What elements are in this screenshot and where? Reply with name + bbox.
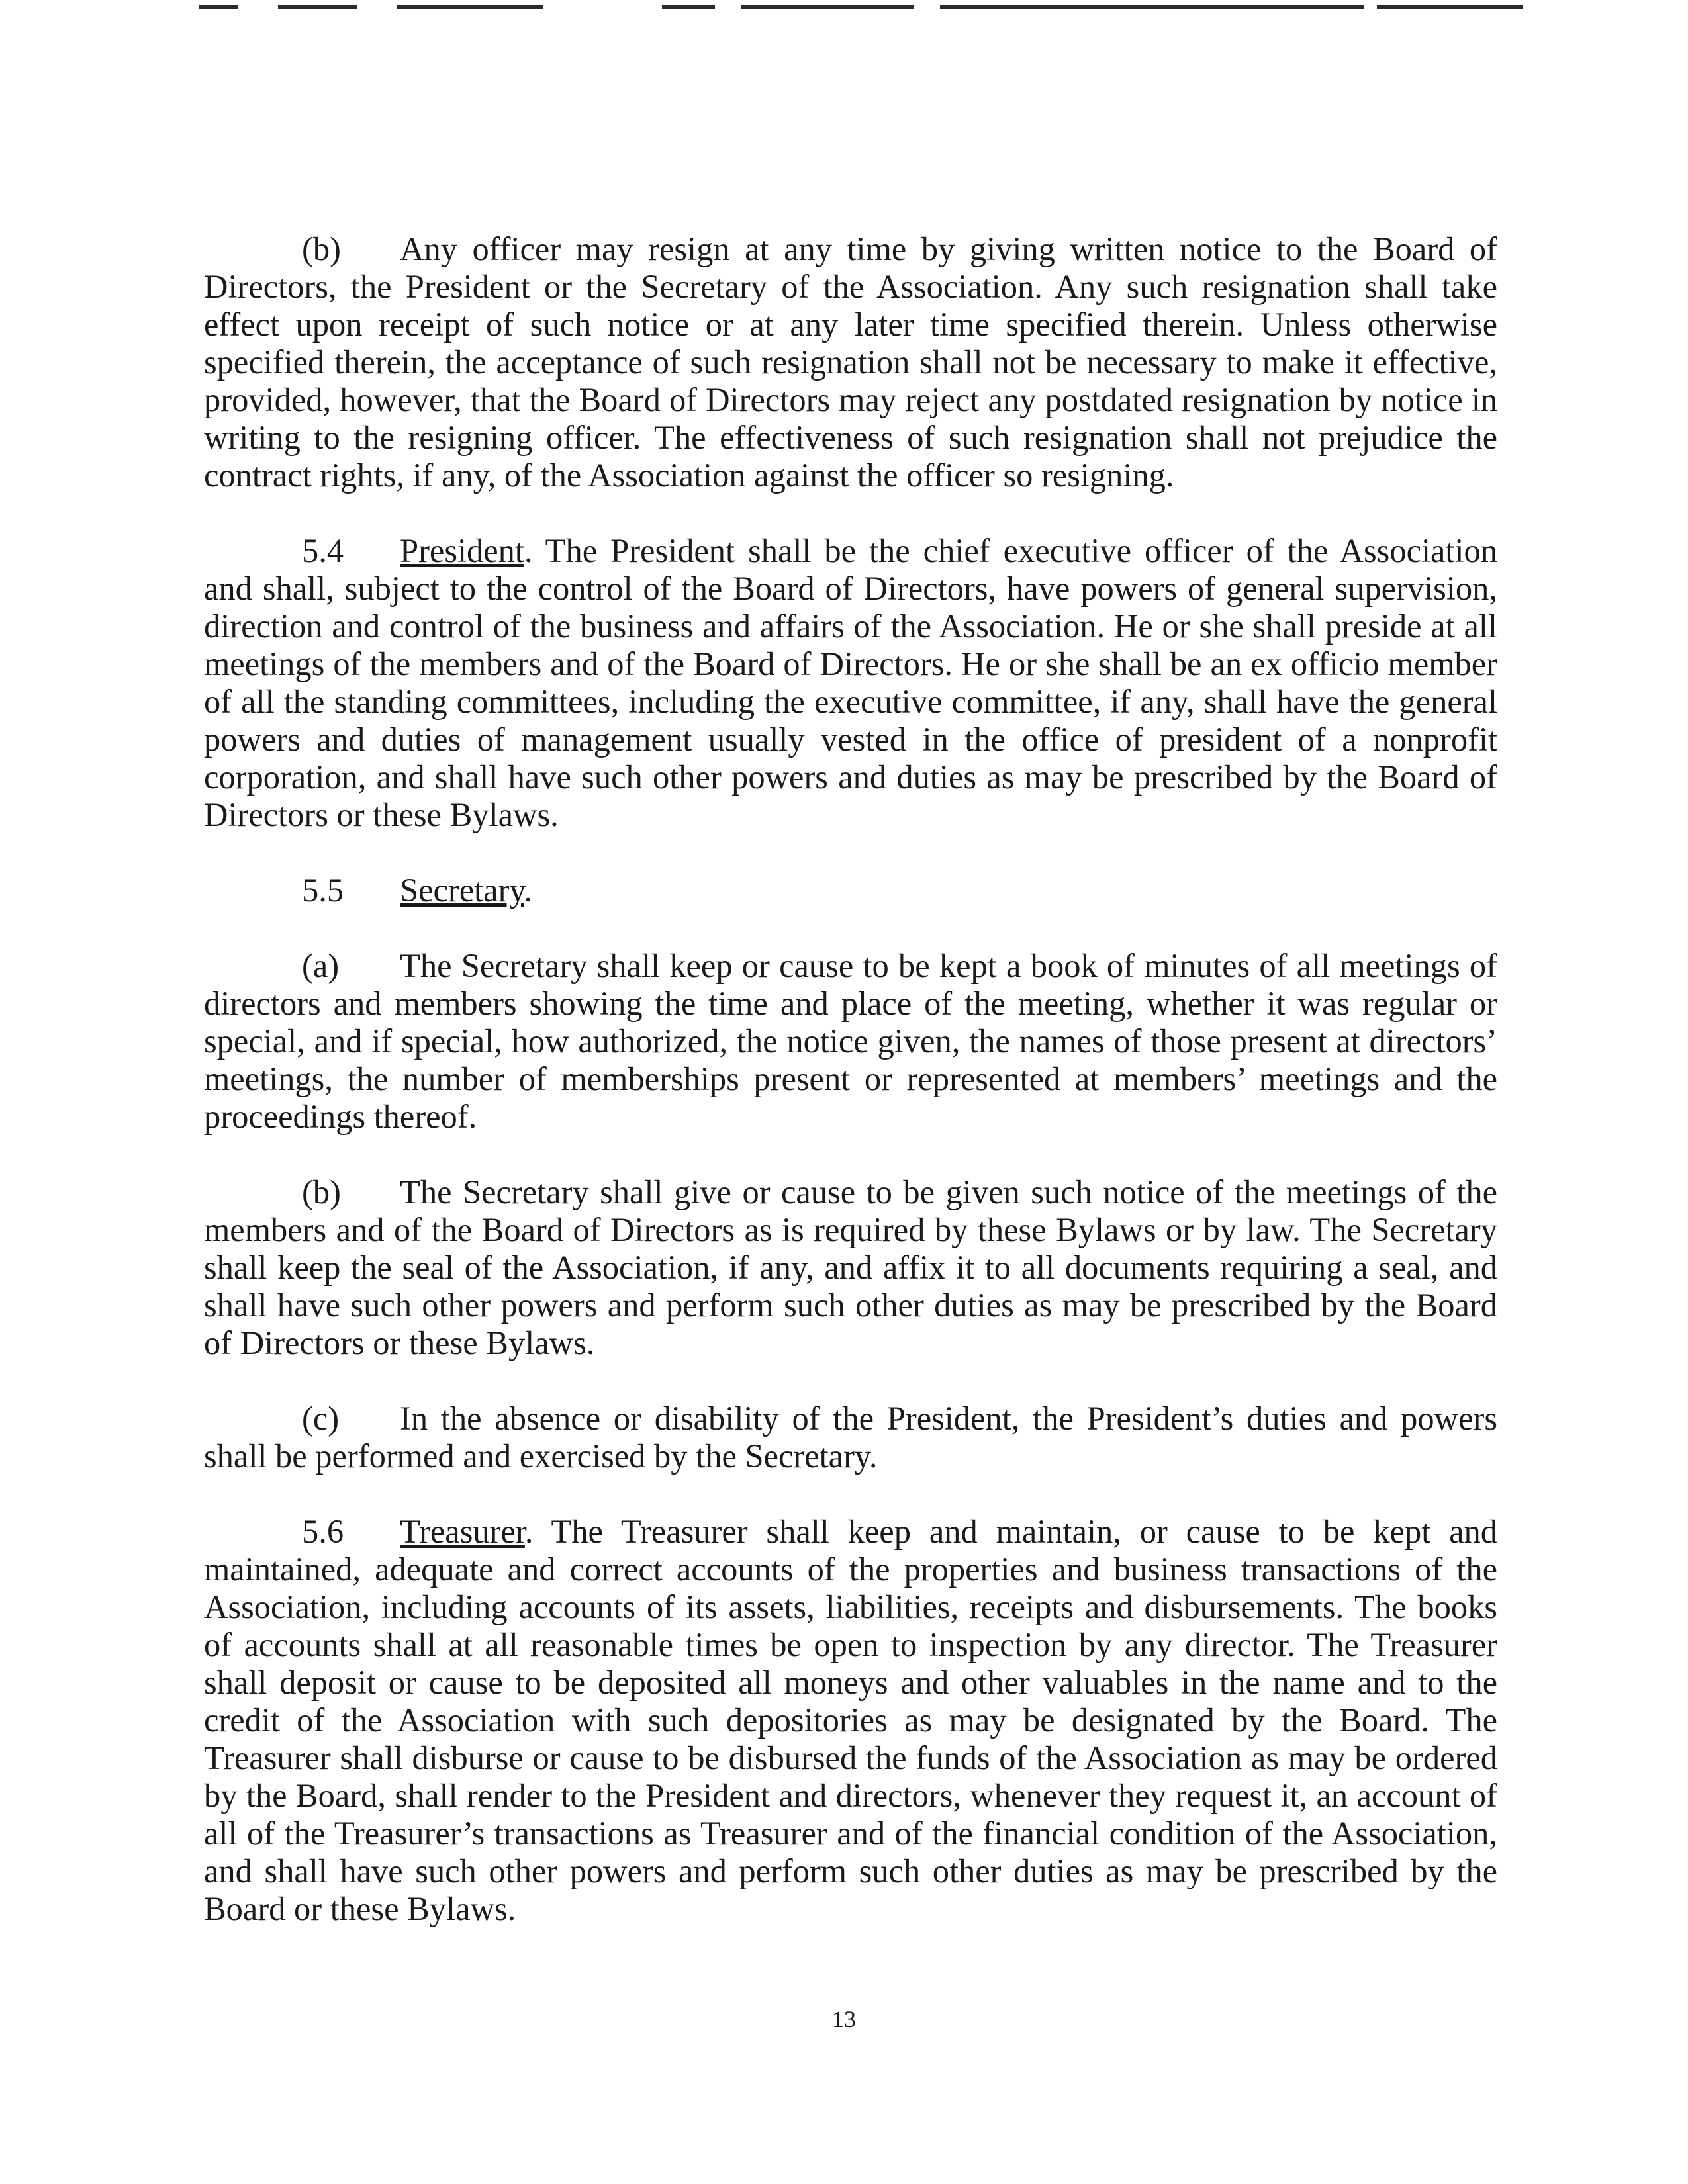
subsection-label: (b) <box>302 1173 341 1210</box>
paragraph-text: The Secretary shall give or cause to be given such notice of the meetings of the members and of the Board of Directors as is required by these Bylaws or by law. The Secretary shall keep the seal of the Association, if any, and affix it to all documents requiring a seal, and shall have such other powers and perform such other duties as may be prescribed by the Board of Directors or these Bylaws. <box>204 1173 1497 1361</box>
subsection-label: (b) <box>302 230 341 267</box>
paragraph-text: The President shall be the chief executive officer of the Association and shall, subject to the control of the Board of Directors, have powers of general supervision, direction and control of the business and affairs of the Association. He or she shall preside at all meetings of the members and of the Board of Directors. He or she shall be an ex officio member of all the standing committees, including the executive committee, if any, shall have the general powers and duties of management usually vested in the office of president of a nonprofit corporation, and shall have such other powers and duties as may be prescribed by the Board of Directors or these Bylaws. <box>204 532 1497 833</box>
paragraph-text: Any officer may resign at any time by giving written notice to the Board of Directors, the President or the Secretary of the Association. Any such resignation shall take effect upon receipt of such notice or at any later time specified therein. Unless otherwise specified therein, the acceptance of such resignation shall not be necessary to make it effective, provided, however, that the Board of Directors may reject any postdated resignation by notice in writing to the resigning officer. The effectiveness of such resignation shall not prejudice the contract rights, if any, of the Association against the officer so resigning. <box>204 230 1497 494</box>
section-heading: Secretary <box>400 872 524 909</box>
paragraph-5-5-c <box>204 1400 1497 1475</box>
subsection-label: (a) <box>302 947 340 984</box>
section-heading: President <box>400 532 524 569</box>
subsection-label: (c) <box>302 1400 340 1437</box>
paragraph-5-3-b <box>204 230 1497 494</box>
paragraph-5-5-a <box>204 947 1497 1136</box>
document-body <box>204 230 1497 1966</box>
paragraph-text: The Treasurer shall keep and maintain, or cause to be kept and maintained, adequate and correct accounts of the properties and business transactions of the Association, including accounts of its assets, liabilities, receipts and disbursements. The books of accounts shall at all reasonable times be open to inspection by any director. The Treasurer shall deposit or cause to be deposited all moneys and other valuables in the name and to the credit of the Association with such depositories as may be designated by the Board. The Treasurer shall disburse or cause to be disbursed the funds of the Association as may be ordered by the Board, shall render to the President and directors, whenever they request it, an account of all of the Treasurer’s transactions as Treasurer and of the financial condition of the Association, and shall have such other powers and perform such other duties as may be prescribed by the Board or these Bylaws. <box>204 1513 1497 1927</box>
section-5-4-president: 5.4 President. The President shall be the chief executive officer of the Association and shall, subject to the control of the Board of Directors, have powers of general supervision, direction and control of the business and affairs of the Association. He or she shall preside at all meetings of the members and of the Board of Directors. He or she shall be an ex officio member of all the standing committees, including the executive committee, if any, shall have the general powers and duties of management usually vested in the office of president of a nonprofit corporation, and shall have such other powers and duties as may be prescribed by the Board of Directors or these Bylaws. <box>204 532 1497 833</box>
section-number: 5.5 <box>302 872 344 909</box>
paragraph-text: The Secretary shall keep or cause to be kept a book of minutes of all meetings of directors and members showing the time and place of the meeting, whether it was regular or special, and if special, how authorized, the notice given, the names of those present at directors’ meetings, the number of memberships present or represented at members’ meetings and the proceedings thereof. <box>204 947 1497 1135</box>
paragraph-5-5-b <box>204 1173 1497 1362</box>
section-heading: Treasurer <box>400 1513 525 1550</box>
section-5-5-secretary: 5.5 Secretary. <box>302 872 533 909</box>
paragraph-text: In the absence or disability of the President, the President’s duties and powers shall be performed and exercised by the Secretary. <box>204 1400 1497 1475</box>
scan-artifact-top-edge <box>0 0 1688 15</box>
section-5-6-treasurer: 5.6 Treasurer. The Treasurer shall keep and maintain, or cause to be kept and maintained, adequate and correct accounts of the properties and business transactions of the Association, including accounts of its assets, liabilities, receipts and disbursements. The books of accounts shall at all reasonable times be open to inspection by any director. The Treasurer shall deposit or cause to be deposited all moneys and other valuables in the name and to the credit of the Association with such depositories as may be designated by the Board. The Treasurer shall disburse or cause to be disbursed the funds of the Association as may be ordered by the Board, shall render to the President and directors, whenever they request it, an account of all of the Treasurer’s transactions as Treasurer and of the financial condition of the Association, and shall have such other powers and perform such other duties as may be prescribed by the Board or these Bylaws. <box>204 1513 1497 1927</box>
page-number: 13 <box>832 2006 856 2032</box>
section-number: 5.4 <box>302 532 344 569</box>
section-number: 5.6 <box>302 1513 344 1550</box>
